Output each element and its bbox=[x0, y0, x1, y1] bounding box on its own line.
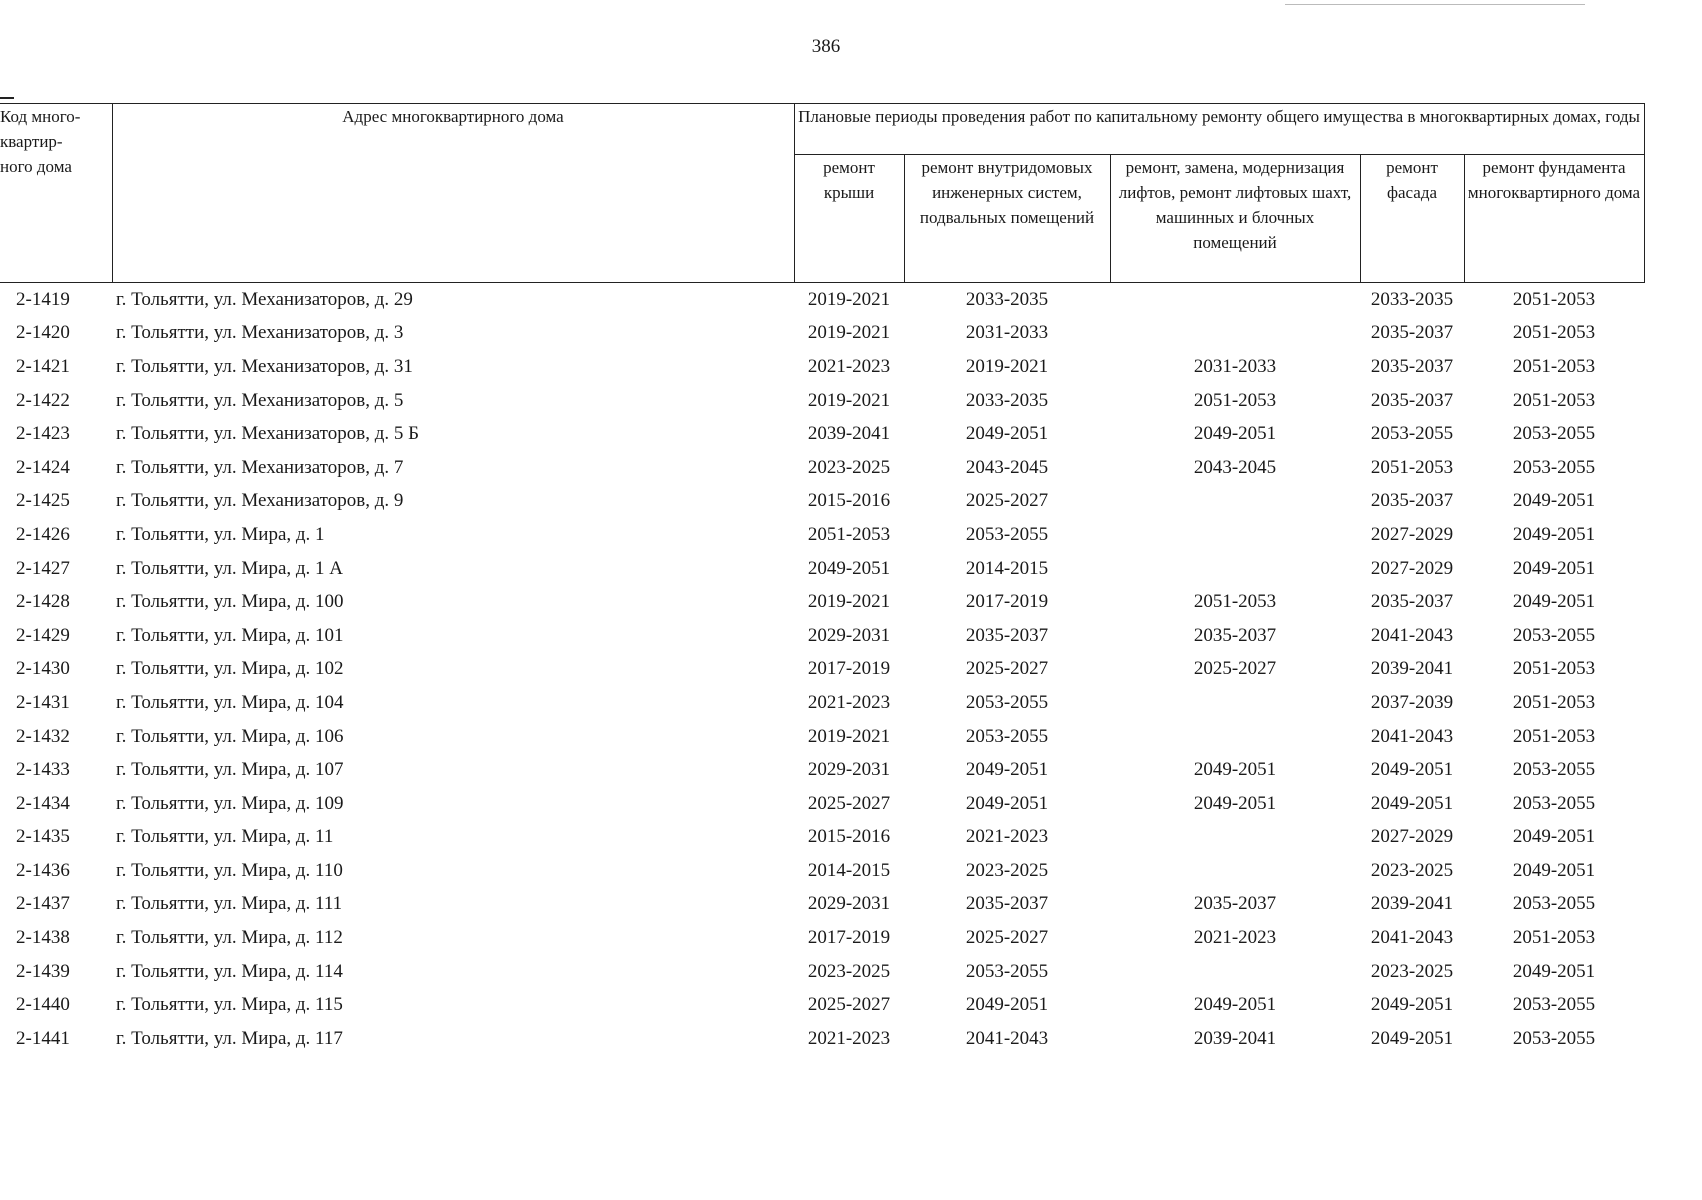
cell-foundation: 2049-2051 bbox=[1512, 826, 1596, 848]
cell-elevators: 2049-2051 bbox=[1193, 759, 1277, 781]
cell-facade: 2023-2025 bbox=[1370, 859, 1454, 881]
cell-address: г. Тольятти, ул. Мира, д. 112 bbox=[116, 927, 343, 949]
cell-code: 2-1432 bbox=[16, 725, 70, 747]
cell-roof: 2014-2015 bbox=[807, 859, 891, 881]
cell-roof: 2019-2021 bbox=[807, 591, 891, 613]
cell-foundation: 2053-2055 bbox=[1512, 624, 1596, 646]
cell-foundation: 2053-2055 bbox=[1512, 759, 1596, 781]
cell-engineering: 2014-2015 bbox=[965, 557, 1049, 579]
cell-elevators: 2049-2051 bbox=[1193, 423, 1277, 445]
cell-engineering: 2035-2037 bbox=[965, 624, 1049, 646]
cell-elevators bbox=[1110, 518, 1360, 552]
cell-facade: 2053-2055 bbox=[1370, 423, 1454, 445]
table-row bbox=[0, 585, 1644, 619]
cell-roof: 2021-2023 bbox=[807, 1027, 891, 1049]
cell-roof: 2051-2053 bbox=[807, 523, 891, 545]
cell-elevators: 2049-2051 bbox=[1193, 994, 1277, 1016]
cell-address: г. Тольятти, ул. Мира, д. 100 bbox=[116, 591, 344, 613]
header-code-text: Код много- квартир- ного дома bbox=[0, 107, 81, 176]
cell-elevators: 2035-2037 bbox=[1193, 893, 1277, 915]
cell-facade: 2041-2043 bbox=[1370, 624, 1454, 646]
cell-roof: 2015-2016 bbox=[807, 490, 891, 512]
cell-elevators: 2049-2051 bbox=[1193, 792, 1277, 814]
cell-code: 2-1434 bbox=[16, 792, 70, 814]
cell-foundation: 2049-2051 bbox=[1512, 960, 1596, 982]
cell-facade: 2035-2037 bbox=[1370, 322, 1454, 344]
cell-roof: 2049-2051 bbox=[807, 557, 891, 579]
table-body bbox=[0, 283, 1644, 1056]
cell-address: г. Тольятти, ул. Мира, д. 107 bbox=[116, 759, 344, 781]
cell-code: 2-1424 bbox=[16, 456, 70, 478]
cell-code: 2-1425 bbox=[16, 490, 70, 512]
cell-code: 2-1420 bbox=[16, 322, 70, 344]
cell-elevators bbox=[1110, 720, 1360, 754]
table-row bbox=[0, 283, 1644, 317]
cell-elevators: 2031-2033 bbox=[1193, 355, 1277, 377]
cell-engineering: 2021-2023 bbox=[965, 826, 1049, 848]
cell-code: 2-1421 bbox=[16, 355, 70, 377]
cell-address: г. Тольятти, ул. Мира, д. 102 bbox=[116, 658, 344, 680]
header-code bbox=[0, 104, 112, 283]
table-row bbox=[0, 485, 1644, 519]
cell-engineering: 2053-2055 bbox=[965, 691, 1049, 713]
table-row bbox=[0, 720, 1644, 754]
cell-roof: 2025-2027 bbox=[807, 994, 891, 1016]
cell-roof: 2029-2031 bbox=[807, 893, 891, 915]
cell-elevators bbox=[1110, 955, 1360, 989]
cell-elevators bbox=[1110, 854, 1360, 888]
cell-foundation: 2051-2053 bbox=[1512, 288, 1596, 310]
cell-roof: 2029-2031 bbox=[807, 624, 891, 646]
table-row bbox=[0, 821, 1644, 855]
cell-elevators bbox=[1110, 552, 1360, 586]
cell-facade: 2027-2029 bbox=[1370, 826, 1454, 848]
cell-foundation: 2051-2053 bbox=[1512, 725, 1596, 747]
cell-code: 2-1441 bbox=[16, 1027, 70, 1049]
cell-engineering: 2049-2051 bbox=[965, 423, 1049, 445]
cell-code: 2-1423 bbox=[16, 423, 70, 445]
cell-foundation: 2053-2055 bbox=[1512, 423, 1596, 445]
cell-address: г. Тольятти, ул. Мира, д. 114 bbox=[116, 960, 343, 982]
edge-line bbox=[0, 97, 14, 99]
table-row bbox=[0, 451, 1644, 485]
cell-facade: 2049-2051 bbox=[1370, 994, 1454, 1016]
cell-roof: 2019-2021 bbox=[807, 725, 891, 747]
table-row bbox=[0, 619, 1644, 653]
cell-foundation: 2053-2055 bbox=[1512, 456, 1596, 478]
cell-roof: 2039-2041 bbox=[807, 423, 891, 445]
cell-code: 2-1429 bbox=[16, 624, 70, 646]
cell-address: г. Тольятти, ул. Мира, д. 104 bbox=[116, 691, 344, 713]
cell-elevators: 2025-2027 bbox=[1193, 658, 1277, 680]
cell-facade: 2027-2029 bbox=[1370, 557, 1454, 579]
cell-address: г. Тольятти, ул. Механизаторов, д. 5 bbox=[116, 389, 404, 411]
cell-code: 2-1439 bbox=[16, 960, 70, 982]
cell-facade: 2051-2053 bbox=[1370, 456, 1454, 478]
cell-roof: 2021-2023 bbox=[807, 355, 891, 377]
cell-code: 2-1438 bbox=[16, 927, 70, 949]
table-rows bbox=[0, 283, 1644, 1056]
cell-code: 2-1437 bbox=[16, 893, 70, 915]
cell-foundation: 2051-2053 bbox=[1512, 927, 1596, 949]
cell-facade: 2033-2035 bbox=[1370, 288, 1454, 310]
table-row bbox=[0, 1022, 1644, 1056]
table-row bbox=[0, 552, 1644, 586]
cell-address: г. Тольятти, ул. Мира, д. 111 bbox=[116, 893, 343, 915]
cell-engineering: 2049-2051 bbox=[965, 994, 1049, 1016]
cell-engineering: 2041-2043 bbox=[965, 1027, 1049, 1049]
cell-roof: 2023-2025 bbox=[807, 960, 891, 982]
cell-facade: 2041-2043 bbox=[1370, 725, 1454, 747]
header-foundation: ремонт фундамента многоквартирного дома bbox=[1464, 155, 1644, 283]
cell-address: г. Тольятти, ул. Мира, д. 1 А bbox=[116, 557, 344, 579]
table-row bbox=[0, 888, 1644, 922]
cell-facade: 2039-2041 bbox=[1370, 658, 1454, 680]
cell-address: г. Тольятти, ул. Механизаторов, д. 9 bbox=[116, 490, 404, 512]
cell-elevators bbox=[1110, 283, 1360, 317]
cell-engineering: 2025-2027 bbox=[965, 658, 1049, 680]
cell-engineering: 2033-2035 bbox=[965, 389, 1049, 411]
cell-engineering: 2017-2019 bbox=[965, 591, 1049, 613]
table-row bbox=[0, 417, 1644, 451]
cell-address: г. Тольятти, ул. Мира, д. 110 bbox=[116, 859, 343, 881]
table-row bbox=[0, 854, 1644, 888]
cell-roof: 2017-2019 bbox=[807, 658, 891, 680]
cell-engineering: 2043-2045 bbox=[965, 456, 1049, 478]
table-row bbox=[0, 753, 1644, 787]
cell-engineering: 2049-2051 bbox=[965, 759, 1049, 781]
cell-elevators: 2043-2045 bbox=[1193, 456, 1277, 478]
cell-elevators: 2051-2053 bbox=[1193, 389, 1277, 411]
cell-code: 2-1427 bbox=[16, 557, 70, 579]
table-row bbox=[0, 787, 1644, 821]
cell-roof: 2025-2027 bbox=[807, 792, 891, 814]
cell-engineering: 2035-2037 bbox=[965, 893, 1049, 915]
cell-foundation: 2051-2053 bbox=[1512, 322, 1596, 344]
table-row bbox=[0, 518, 1644, 552]
cell-address: г. Тольятти, ул. Мира, д. 109 bbox=[116, 792, 344, 814]
cell-foundation: 2051-2053 bbox=[1512, 389, 1596, 411]
cell-foundation: 2053-2055 bbox=[1512, 893, 1596, 915]
table-row bbox=[0, 686, 1644, 720]
cell-engineering: 2033-2035 bbox=[965, 288, 1049, 310]
header-elevators: ремонт, замена, модернизация лифтов, ремонт лифтовых шахт, машинных и блочных помещений bbox=[1110, 155, 1360, 283]
cell-roof: 2019-2021 bbox=[807, 389, 891, 411]
cell-facade: 2035-2037 bbox=[1370, 389, 1454, 411]
cell-facade: 2027-2029 bbox=[1370, 523, 1454, 545]
cell-code: 2-1422 bbox=[16, 389, 70, 411]
page-number: 386 bbox=[811, 36, 841, 57]
cell-engineering: 2025-2027 bbox=[965, 490, 1049, 512]
cell-foundation: 2049-2051 bbox=[1512, 523, 1596, 545]
cell-address: г. Тольятти, ул. Мира, д. 101 bbox=[116, 624, 344, 646]
cell-foundation: 2049-2051 bbox=[1512, 490, 1596, 512]
header-periods: Плановые периоды проведения работ по капитальному ремонту общего имущества в многоквартирных домах, годы bbox=[794, 104, 1644, 155]
cell-elevators bbox=[1110, 821, 1360, 855]
cell-foundation: 2051-2053 bbox=[1512, 355, 1596, 377]
cell-foundation: 2049-2051 bbox=[1512, 557, 1596, 579]
cell-address: г. Тольятти, ул. Мира, д. 115 bbox=[116, 994, 343, 1016]
cell-code: 2-1430 bbox=[16, 658, 70, 680]
cell-roof: 2017-2019 bbox=[807, 927, 891, 949]
cell-foundation: 2053-2055 bbox=[1512, 1027, 1596, 1049]
cell-elevators bbox=[1110, 317, 1360, 351]
cell-facade: 2023-2025 bbox=[1370, 960, 1454, 982]
cell-code: 2-1431 bbox=[16, 691, 70, 713]
header-address: Адрес многоквартирного дома bbox=[112, 104, 794, 283]
cell-facade: 2039-2041 bbox=[1370, 893, 1454, 915]
cell-elevators bbox=[1110, 485, 1360, 519]
cell-foundation: 2049-2051 bbox=[1512, 591, 1596, 613]
table-row bbox=[0, 955, 1644, 989]
cell-engineering: 2023-2025 bbox=[965, 859, 1049, 881]
top-rule bbox=[1285, 4, 1585, 5]
cell-roof: 2019-2021 bbox=[807, 322, 891, 344]
cell-facade: 2035-2037 bbox=[1370, 355, 1454, 377]
cell-roof: 2021-2023 bbox=[807, 691, 891, 713]
table-row bbox=[0, 921, 1644, 955]
cell-foundation: 2051-2053 bbox=[1512, 691, 1596, 713]
cell-code: 2-1419 bbox=[16, 288, 70, 310]
cell-foundation: 2053-2055 bbox=[1512, 994, 1596, 1016]
cell-roof: 2029-2031 bbox=[807, 759, 891, 781]
cell-foundation: 2051-2053 bbox=[1512, 658, 1596, 680]
cell-code: 2-1435 bbox=[16, 826, 70, 848]
table-row bbox=[0, 384, 1644, 418]
cell-foundation: 2049-2051 bbox=[1512, 859, 1596, 881]
cell-address: г. Тольятти, ул. Мира, д. 117 bbox=[116, 1027, 343, 1049]
cell-facade: 2049-2051 bbox=[1370, 1027, 1454, 1049]
cell-address: г. Тольятти, ул. Мира, д. 11 bbox=[116, 826, 334, 848]
header-facade: ремонт фасада bbox=[1360, 155, 1464, 283]
cell-elevators: 2021-2023 bbox=[1193, 927, 1277, 949]
cell-engineering: 2053-2055 bbox=[965, 523, 1049, 545]
cell-address: г. Тольятти, ул. Мира, д. 1 bbox=[116, 523, 325, 545]
cell-facade: 2035-2037 bbox=[1370, 490, 1454, 512]
table-row bbox=[0, 653, 1644, 687]
cell-code: 2-1440 bbox=[16, 994, 70, 1016]
cell-address: г. Тольятти, ул. Механизаторов, д. 7 bbox=[116, 456, 404, 478]
header-roof: ремонт крыши bbox=[794, 155, 904, 283]
cell-elevators: 2051-2053 bbox=[1193, 591, 1277, 613]
cell-roof: 2019-2021 bbox=[807, 288, 891, 310]
cell-elevators: 2039-2041 bbox=[1193, 1027, 1277, 1049]
cell-engineering: 2019-2021 bbox=[965, 355, 1049, 377]
cell-roof: 2015-2016 bbox=[807, 826, 891, 848]
table-row bbox=[0, 988, 1644, 1022]
cell-engineering: 2025-2027 bbox=[965, 927, 1049, 949]
table-header bbox=[0, 103, 1645, 283]
header-engineering: ремонт внутридомовых инженерных систем, подвальных помещений bbox=[904, 155, 1110, 283]
cell-code: 2-1428 bbox=[16, 591, 70, 613]
cell-roof: 2023-2025 bbox=[807, 456, 891, 478]
cell-facade: 2037-2039 bbox=[1370, 691, 1454, 713]
cell-code: 2-1436 bbox=[16, 859, 70, 881]
cell-code: 2-1426 bbox=[16, 523, 70, 545]
cell-engineering: 2031-2033 bbox=[965, 322, 1049, 344]
table-row bbox=[0, 350, 1644, 384]
cell-elevators: 2035-2037 bbox=[1193, 624, 1277, 646]
cell-elevators bbox=[1110, 686, 1360, 720]
cell-address: г. Тольятти, ул. Механизаторов, д. 29 bbox=[116, 288, 413, 310]
cell-foundation: 2053-2055 bbox=[1512, 792, 1596, 814]
table-row bbox=[0, 317, 1644, 351]
cell-address: г. Тольятти, ул. Мира, д. 106 bbox=[116, 725, 344, 747]
cell-facade: 2041-2043 bbox=[1370, 927, 1454, 949]
cell-address: г. Тольятти, ул. Механизаторов, д. 3 bbox=[116, 322, 404, 344]
cell-code: 2-1433 bbox=[16, 759, 70, 781]
cell-facade: 2035-2037 bbox=[1370, 591, 1454, 613]
cell-facade: 2049-2051 bbox=[1370, 792, 1454, 814]
cell-address: г. Тольятти, ул. Механизаторов, д. 31 bbox=[116, 355, 413, 377]
cell-facade: 2049-2051 bbox=[1370, 759, 1454, 781]
cell-engineering: 2053-2055 bbox=[965, 960, 1049, 982]
cell-engineering: 2053-2055 bbox=[965, 725, 1049, 747]
cell-address: г. Тольятти, ул. Механизаторов, д. 5 Б bbox=[116, 423, 420, 445]
cell-engineering: 2049-2051 bbox=[965, 792, 1049, 814]
